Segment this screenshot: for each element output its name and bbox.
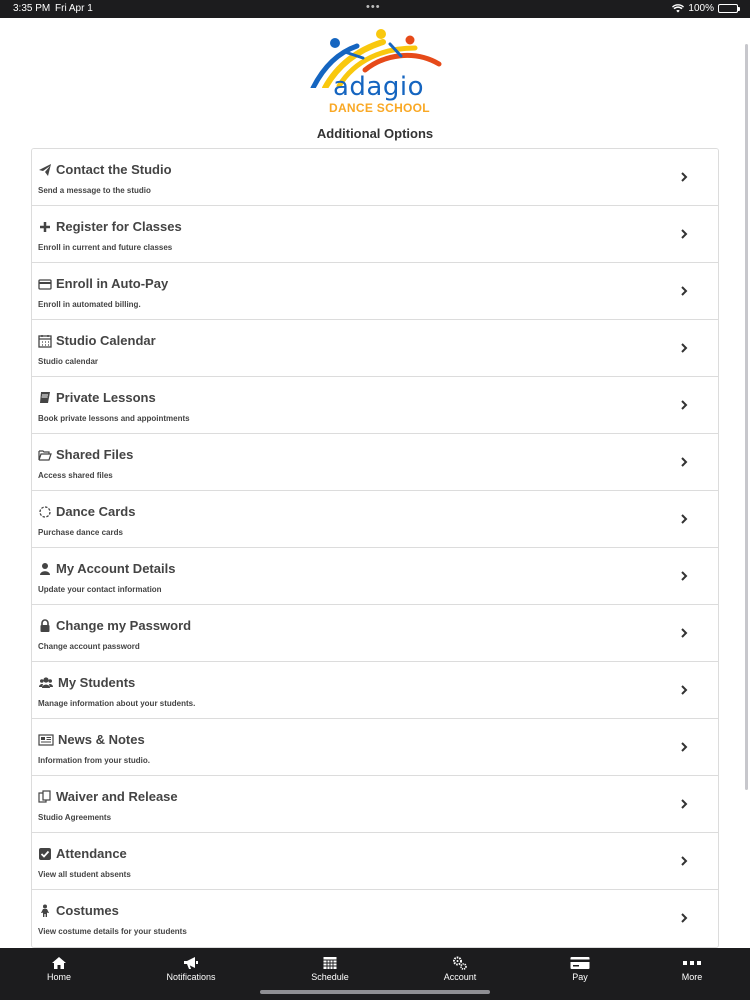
menu-item-contact-studio[interactable] [32,149,718,206]
multitasking-dots-icon[interactable]: ••• [366,1,381,13]
menu-item-title: Enroll in Auto-Pay [56,276,169,291]
chevron-right-icon [678,912,690,924]
menu-item-title-row [38,504,135,519]
calendar-grid-icon [322,956,338,970]
newspaper-icon [38,733,54,747]
tab-home[interactable] [19,956,99,982]
chevron-right-icon [678,684,690,696]
menu-item-desc: Studio calendar [38,357,99,366]
menu-item-title-row [38,447,133,462]
menu-item-title-row [38,333,156,348]
menu-item-desc: Update your contact information [38,585,162,594]
tab-notifications[interactable] [151,956,231,982]
book-icon [38,391,52,405]
menu-item-title: Costumes [56,903,119,918]
menu-item-title: Contact the Studio [56,162,172,177]
menu-item-title: My Students [58,675,136,690]
menu-item-title: Dance Cards [56,504,136,519]
chevron-right-icon [678,285,690,297]
menu-item-title: Waiver and Release [56,789,178,804]
chevron-right-icon [678,228,690,240]
menu-item-news-notes[interactable] [32,719,718,776]
page-title: Additional Options [316,126,434,141]
scrollbar[interactable] [745,44,748,790]
tab-label: Schedule [311,972,349,982]
menu-item-desc: View all student absents [38,870,131,879]
logo-word: adagio [333,72,425,102]
home-indicator[interactable] [260,990,490,994]
chevron-right-icon [678,399,690,411]
paper-plane-icon [38,163,52,177]
chevron-right-icon [678,342,690,354]
child-figure-icon [38,904,52,918]
menu-item-title-row [38,789,178,804]
chevron-right-icon [678,798,690,810]
tab-label: Notifications [166,972,216,982]
circle-notch-icon [38,505,52,519]
menu-item-desc: View costume details for your students [38,927,187,936]
menu-item-title: Private Lessons [56,390,156,405]
menu-item-title-row [38,219,182,234]
menu-item-title-row [38,162,172,177]
checkbox-checked-icon [38,847,52,861]
menu-item-dance-cards[interactable] [32,491,718,548]
menu-item-costumes[interactable] [32,890,718,947]
chevron-right-icon [678,741,690,753]
menu-item-desc: Change account password [38,642,140,651]
tab-account[interactable] [420,956,500,982]
menu-item-desc: Send a message to the studio [38,186,151,195]
tab-pay[interactable] [540,956,620,982]
menu-item-title: Register for Classes [56,219,182,234]
battery-icon [718,4,738,13]
menu-item-title: News & Notes [58,732,145,747]
credit-card-icon [38,277,52,291]
gears-icon [452,956,468,970]
tab-label: Home [46,972,71,982]
menu-item-title: My Account Details [56,561,176,576]
menu-item-title: Shared Files [56,447,134,462]
tab-more[interactable] [652,956,732,982]
copy-documents-icon [38,790,52,804]
folder-open-icon [38,448,52,462]
menu-item-my-students[interactable] [32,662,718,719]
status-bar [0,0,750,18]
menu-item-desc: Access shared files [38,471,113,480]
menu-item-title: Studio Calendar [56,333,156,348]
menu-item-title-row [38,561,175,576]
menu-item-title-row [38,390,156,405]
tab-label: More [681,972,703,982]
menu-item-title-row [38,903,119,918]
menu-item-desc: Studio Agreements [38,813,112,822]
menu-item-desc: Book private lessons and appointments [38,414,190,423]
menu-item-title-row [38,618,191,633]
menu-item-title-row [38,846,127,861]
credit-card-icon [570,956,590,970]
battery-percent: 100% [688,3,714,14]
menu-item-waiver-release[interactable] [32,776,718,833]
more-dots-icon [682,956,702,970]
chevron-right-icon [678,570,690,582]
chevron-right-icon [678,855,690,867]
menu-item-attendance[interactable] [32,833,718,890]
menu-item-desc: Purchase dance cards [38,528,123,537]
options-list [31,148,719,948]
tab-label: Pay [572,972,588,982]
status-date: Fri Apr 1 [55,3,93,14]
menu-item-auto-pay[interactable] [32,263,718,320]
status-time: 3:35 PM [13,3,51,14]
menu-item-title: Change my Password [56,618,192,633]
menu-item-title-row [38,732,145,747]
plus-icon [38,220,52,234]
chevron-right-icon [678,627,690,639]
status-right [672,3,738,14]
lock-icon [38,619,52,633]
menu-item-desc: Enroll in current and future classes [38,243,173,252]
megaphone-icon [183,956,199,970]
chevron-right-icon [678,456,690,468]
chevron-right-icon [678,513,690,525]
user-icon [38,562,52,576]
menu-item-title-row [38,675,135,690]
chevron-right-icon [678,171,690,183]
menu-item-desc: Enroll in automated billing. [38,300,141,309]
school-logo [305,28,445,118]
tab-schedule[interactable] [290,956,370,982]
menu-item-studio-calendar[interactable] [32,320,718,377]
menu-item-title: Attendance [56,846,127,861]
menu-item-change-password[interactable] [32,605,718,662]
menu-item-title-row [38,276,168,291]
logo-sub: DANCE SCHOOL [329,101,430,115]
users-icon [38,676,54,690]
menu-item-register-classes[interactable] [32,206,718,263]
wifi-icon [672,4,684,13]
menu-item-desc: Information from your studio. [38,756,150,765]
tab-label: Account [443,972,477,982]
menu-item-account-details[interactable] [32,548,718,605]
menu-item-desc: Manage information about your students. [38,699,196,708]
home-icon [51,956,67,970]
menu-item-shared-files[interactable] [32,434,718,491]
menu-item-private-lessons[interactable] [32,377,718,434]
calendar-icon [38,334,52,348]
